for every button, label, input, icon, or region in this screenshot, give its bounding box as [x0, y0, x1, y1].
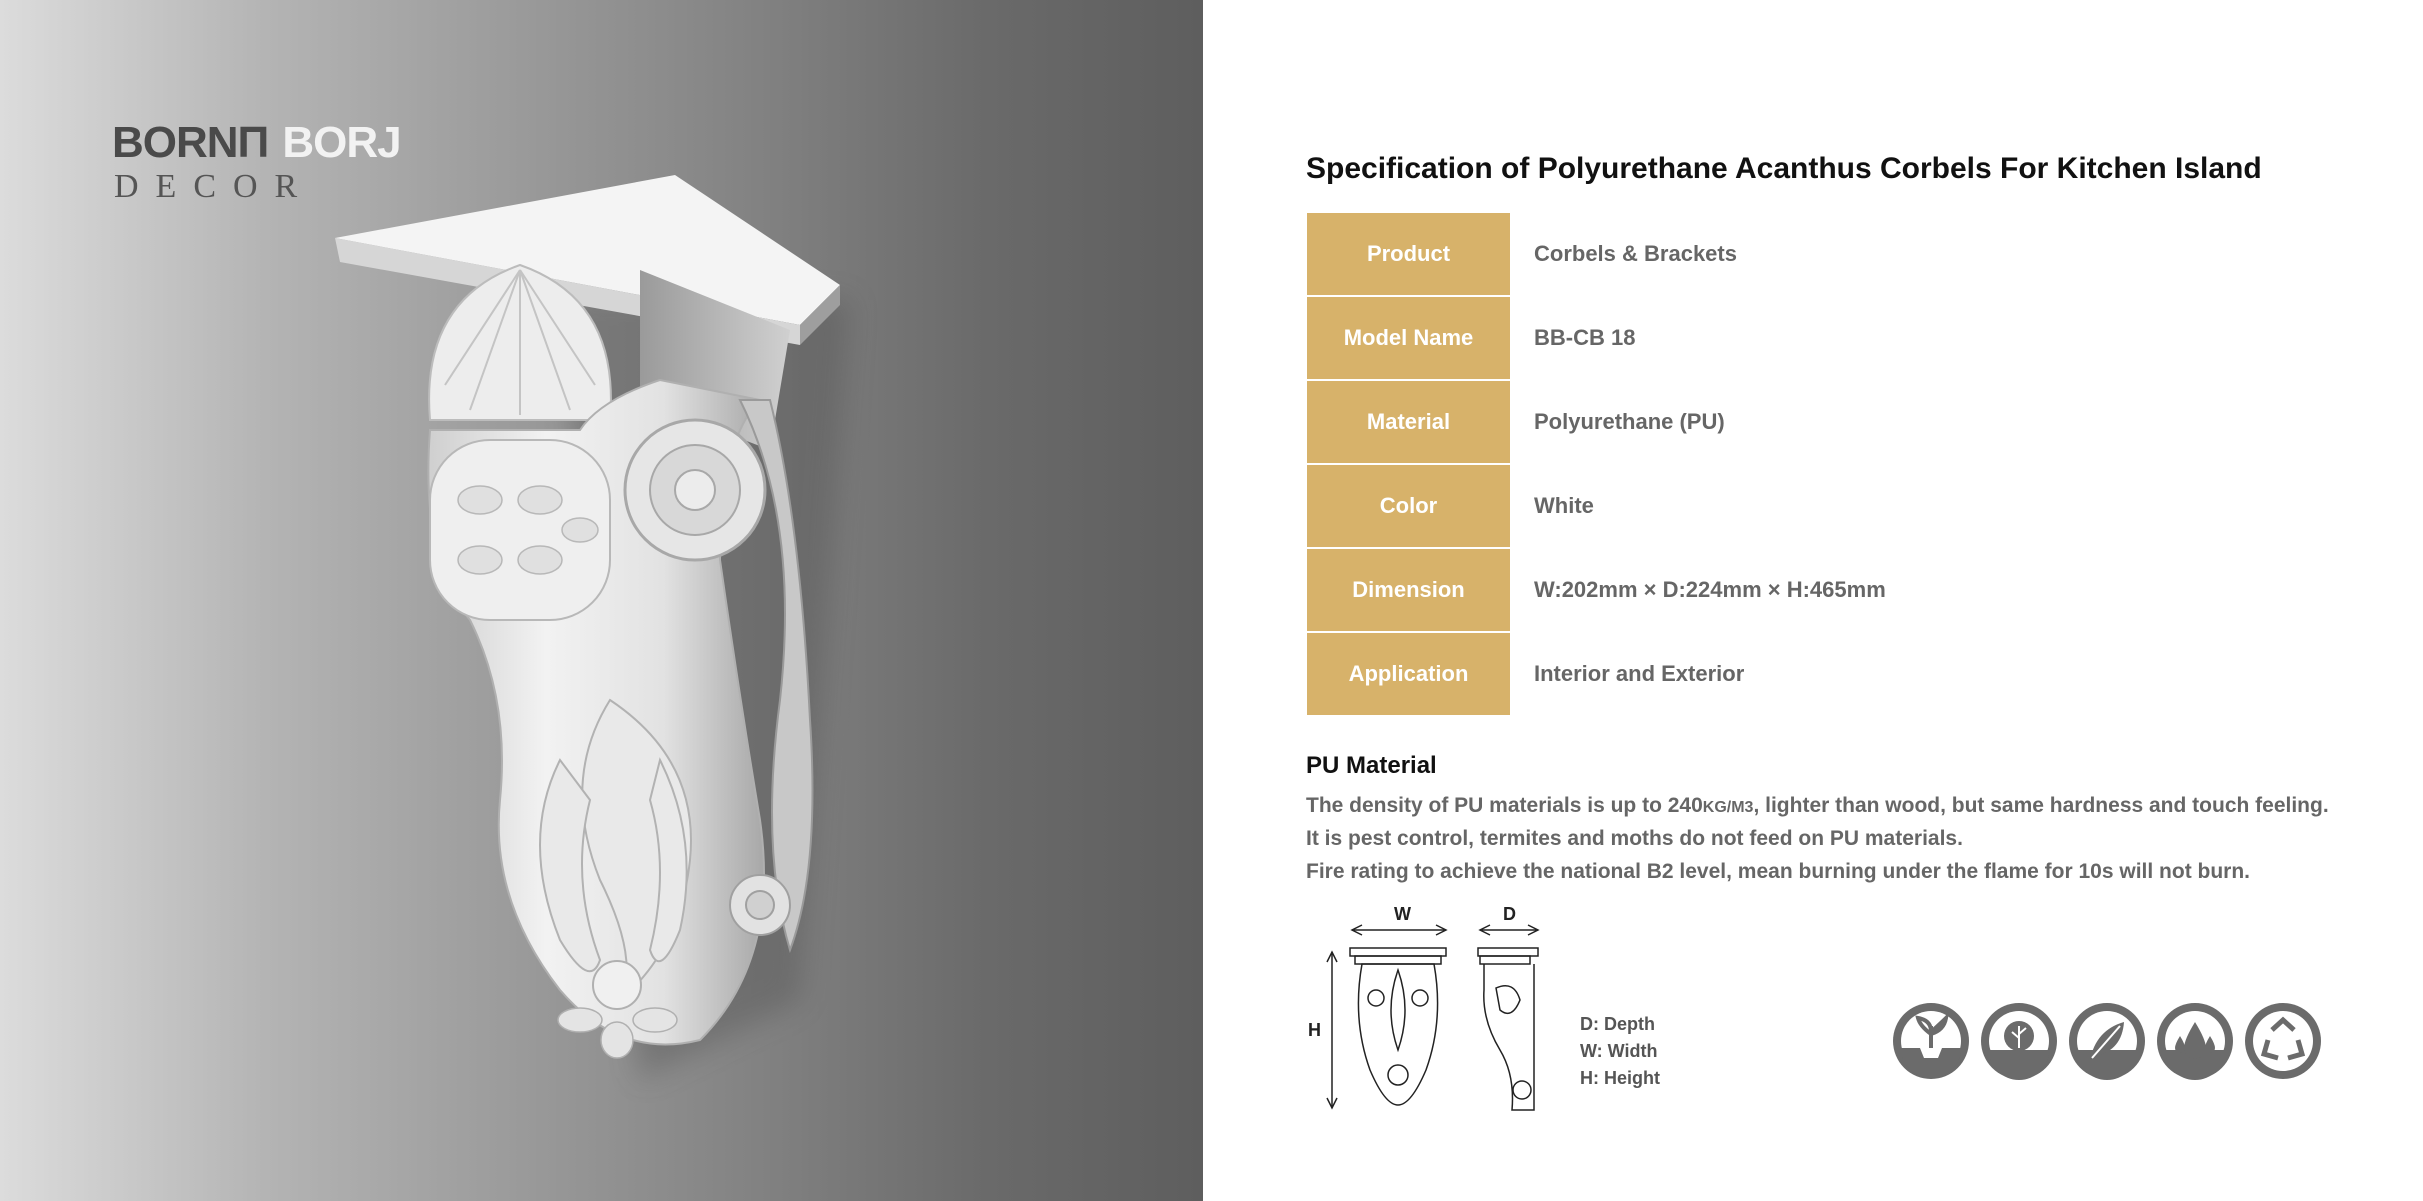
biodegradable-icon — [2242, 1000, 2324, 1082]
spec-title: Specification of Polyurethane Acanthus Corbels For Kitchen Island — [1306, 152, 2262, 185]
logo-word1: BORNΠ — [112, 118, 269, 167]
spec-value: White — [1534, 493, 1594, 518]
hypoallergenic-icon — [2066, 1000, 2148, 1082]
moisture-resistant-icon — [2154, 1000, 2236, 1082]
spec-value: Interior and Exterior — [1534, 661, 1745, 686]
spec-value: Corbels & Brackets — [1534, 241, 1737, 266]
cfc-free-icon — [1978, 1000, 2060, 1082]
pu-line-pest: It is pest control, termites and moths do not feed on PU materials. — [1306, 827, 1963, 850]
spec-row-product — [1307, 213, 1886, 295]
spec-value: Polyurethane (PU) — [1534, 409, 1725, 434]
legend-depth: D: Depth — [1580, 1014, 1655, 1034]
dimension-legend — [1580, 1011, 1660, 1092]
spec-label: Application — [1307, 633, 1510, 715]
logo-subtitle: DECOR — [114, 168, 315, 205]
diagram-w-label: W — [1394, 904, 1411, 924]
spec-label: Dimension — [1307, 549, 1510, 631]
dimension-diagram — [1300, 900, 1560, 1120]
pu-density-text: The density of PU materials is up to 240 — [1306, 794, 1703, 817]
spec-row-model-name — [1307, 297, 1886, 379]
spec-value: W:202mm × D:224mm × H:465mm — [1534, 577, 1886, 602]
spec-row-material — [1307, 381, 1886, 463]
spec-label: Color — [1307, 465, 1510, 547]
spec-value: BB-CB 18 — [1534, 325, 1636, 350]
spec-label: Product — [1307, 213, 1510, 295]
product-photo-panel — [0, 0, 1203, 1201]
diagram-h-label: H — [1308, 1020, 1321, 1040]
legend-width: W: Width — [1580, 1041, 1658, 1061]
pu-material-description — [1306, 789, 2329, 888]
pu-density-unit: KG/M3 — [1702, 799, 1754, 816]
spec-label: Model Name — [1307, 297, 1510, 379]
diagram-d-label: D — [1503, 904, 1516, 924]
certification-badges — [1890, 1000, 2330, 1082]
spec-row-dimension — [1307, 549, 1886, 631]
corbel-product-image — [0, 0, 1203, 1201]
pu-line-density — [1306, 789, 2329, 822]
logo-word2: BORJ — [282, 118, 401, 167]
pu-line-fire: Fire rating to achieve the national B2 level, mean burning under the flame for 10s will not burn. — [1306, 860, 2251, 883]
pu-density-rest: , lighter than wood, but same hardness and touch feeling. — [1753, 794, 2329, 817]
formaldehyde-free-icon — [1890, 1000, 1972, 1082]
spec-row-application — [1307, 633, 1886, 715]
spec-row-color — [1307, 465, 1886, 547]
spec-label: Material — [1307, 381, 1510, 463]
pu-material-title: PU Material — [1306, 752, 1437, 779]
spec-table — [1307, 213, 1886, 717]
legend-height: H: Height — [1580, 1068, 1660, 1088]
